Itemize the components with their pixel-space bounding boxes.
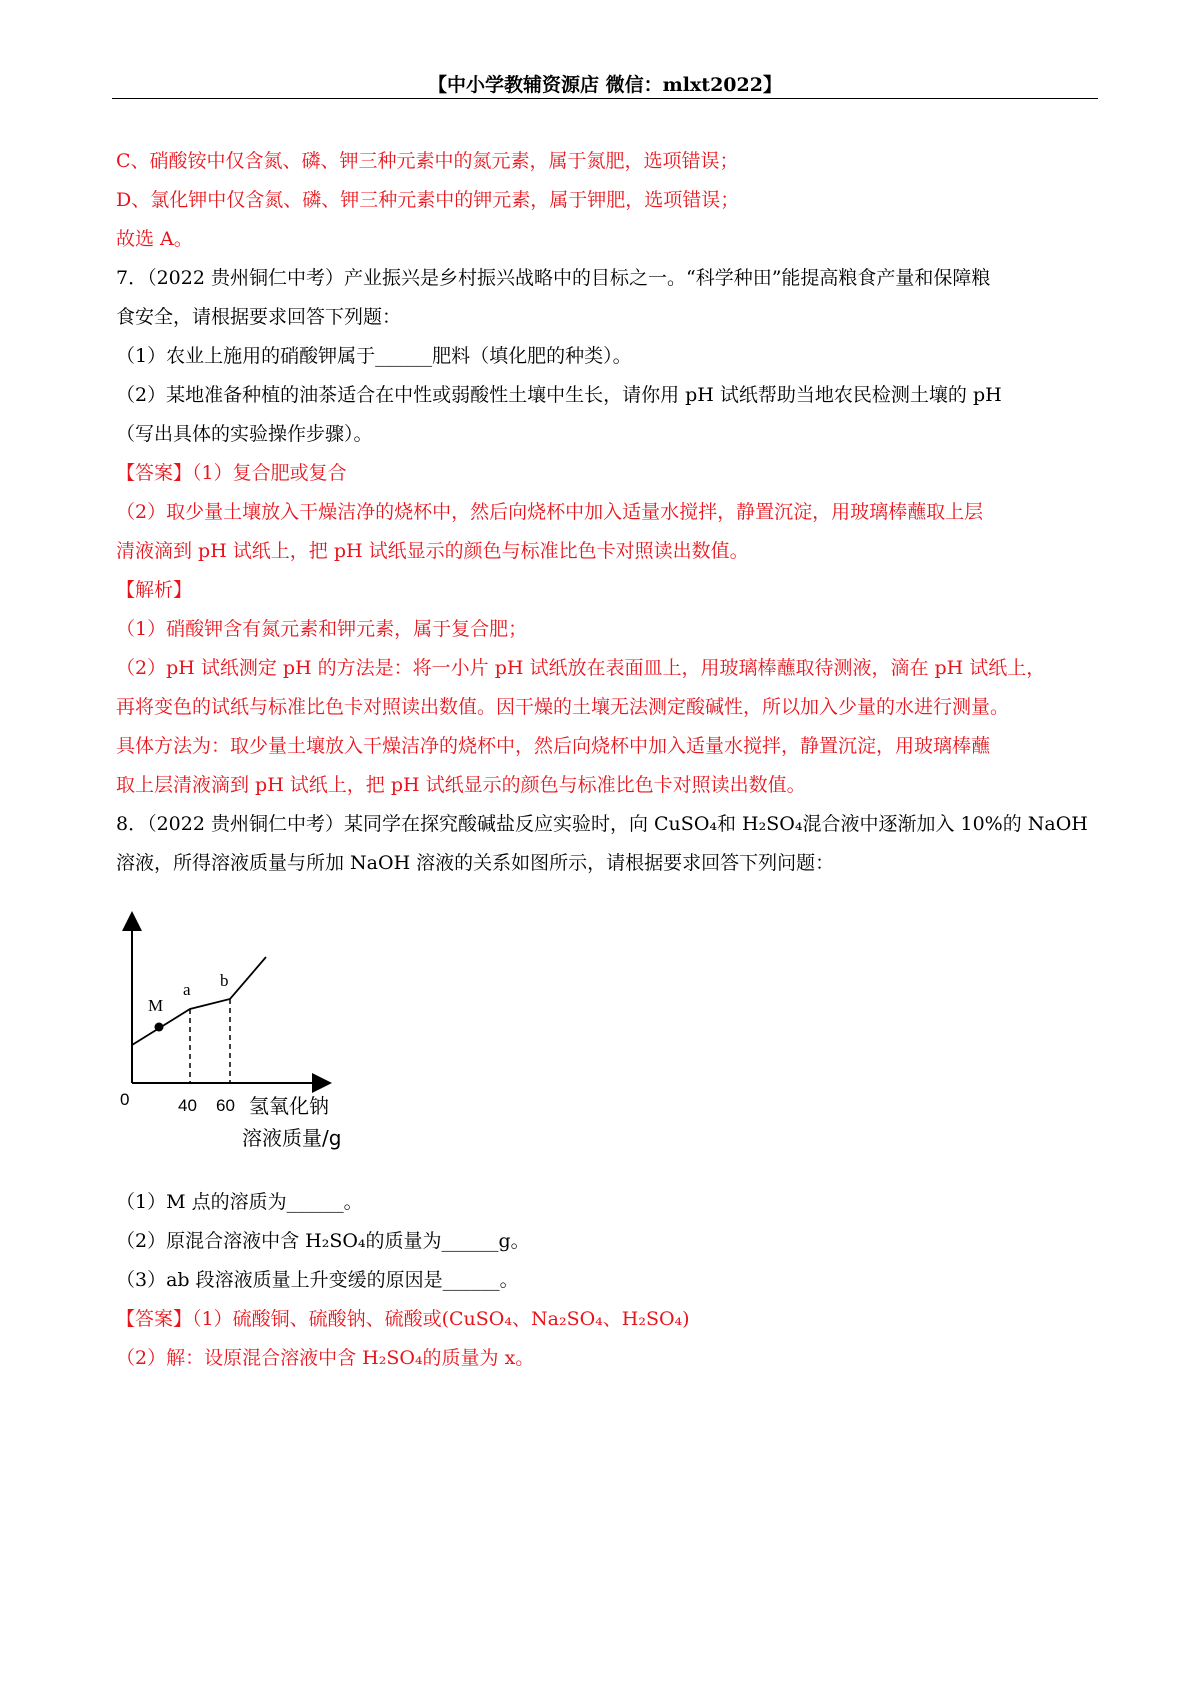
solution-mass-graph xyxy=(116,883,1096,1183)
answer-choice: 故选 A。 xyxy=(116,228,193,250)
point-a-label: a xyxy=(183,980,191,999)
option-c-explanation: C、硝酸铵中仅含氮、磷、钾三种元素中的氮元素，属于氮肥，选项错误； xyxy=(116,150,739,172)
header-rule xyxy=(112,98,1098,99)
answer-7-part1-text: （1）复合肥或复合 xyxy=(192,462,347,484)
graph-svg xyxy=(116,883,376,1183)
option-d-explanation: D、氯化钾中仅含氮、磷、钾三种元素中的钾元素，属于钾肥，选项错误； xyxy=(116,189,740,211)
question-7-stem-line2: 食安全，请根据要求回答下列题： xyxy=(116,306,402,328)
analysis-7-part2-line1: （2）pH 试纸测定 pH 的方法是：将一小片 pH 试纸放在表面皿上，用玻璃棒蘸取待测液，滴在 pH 试纸上， xyxy=(116,657,1046,679)
analysis-tag: 【解析】 xyxy=(116,579,193,601)
x-axis-label-line1: 氢氧化钠 xyxy=(249,1094,329,1118)
point-m-dot xyxy=(155,1023,164,1032)
x-tick-60: 60 xyxy=(216,1096,235,1115)
x-axis-label-line2: 溶液质量/g xyxy=(242,1126,342,1150)
analysis-7-part2-line4: 取上层清液滴到 pH 试纸上，把 pH 试纸显示的颜色与标准比色卡对照读出数值。 xyxy=(116,774,806,796)
question-8-part1: （1）M 点的溶质为______。 xyxy=(116,1191,363,1213)
answer-8-part1 xyxy=(116,1300,1096,1339)
question-8-stem-line1: 8．（2022 贵州铜仁中考）某同学在探究酸碱盐反应实验时，向 CuSO₄和 H₂SO₄混合液中逐渐加入 10%的 NaOH xyxy=(116,813,1088,835)
analysis-7-part2-line2: 再将变色的试纸与标准比色卡对照读出数值。因干燥的土壤无法测定酸碱性，所以加入少量的水进行测量。 xyxy=(116,696,1010,718)
answer-tag: 【答案】 xyxy=(116,1308,193,1330)
analysis-7-part1: （1）硝酸钾含有氮元素和钾元素，属于复合肥； xyxy=(116,618,528,640)
question-7-part2-line2: （写出具体的实验操作步骤）。 xyxy=(116,423,373,445)
question-7-part2-line1: （2）某地准备种植的油茶适合在中性或弱酸性土壤中生长，请你用 pH 试纸帮助当地农民检测土壤的 pH xyxy=(116,384,1002,406)
question-8-stem-line2: 溶液，所得溶液质量与所加 NaOH 溶液的关系如图所示，请根据要求回答下列问题： xyxy=(116,852,835,874)
question-7-part1: （1）农业上施用的硝酸钾属于______肥料（填化肥的种类）。 xyxy=(116,345,632,367)
question-7-stem-line1: 7．（2022 贵州铜仁中考）产业振兴是乡村振兴战略中的目标之一。“科学种田”能提高粮食产量和保障粮 xyxy=(116,267,991,289)
point-m-label: M xyxy=(148,996,164,1015)
answer-tag: 【答案】 xyxy=(116,462,193,484)
answer-7-part2-line1: （2）取少量土壤放入干燥洁净的烧杯中，然后向烧杯中加入适量水搅拌，静置沉淀，用玻璃棒蘸取上层 xyxy=(116,501,984,523)
answer-8-part1-text: （1）硫酸铜、硫酸钠、硫酸或(CuSO₄、Na₂SO₄、H₂SO₄) xyxy=(192,1308,690,1330)
x-tick-40: 40 xyxy=(178,1096,197,1115)
origin-label: 0 xyxy=(120,1090,130,1109)
answer-8-part2: （2）解：设原混合溶液中含 H₂SO₄的质量为 x。 xyxy=(116,1347,535,1369)
answer-7-part1 xyxy=(116,454,1096,493)
analysis-7-part2-line3: 具体方法为：取少量土壤放入干燥洁净的烧杯中，然后向烧杯中加入适量水搅拌，静置沉淀，用玻璃棒蘸 xyxy=(116,735,991,757)
document-body xyxy=(116,142,1096,1378)
question-8-part2: （2）原混合溶液中含 H₂SO₄的质量为______g。 xyxy=(116,1230,530,1252)
answer-7-part2-line2: 清液滴到 pH 试纸上，把 pH 试纸显示的颜色与标准比色卡对照读出数值。 xyxy=(116,540,749,562)
question-8-part3: （3）ab 段溶液质量上升变缓的原因是______。 xyxy=(116,1269,519,1291)
point-b-label: b xyxy=(220,971,229,990)
page-header: 【中小学教辅资源店 微信：mlxt2022】 xyxy=(428,74,782,96)
